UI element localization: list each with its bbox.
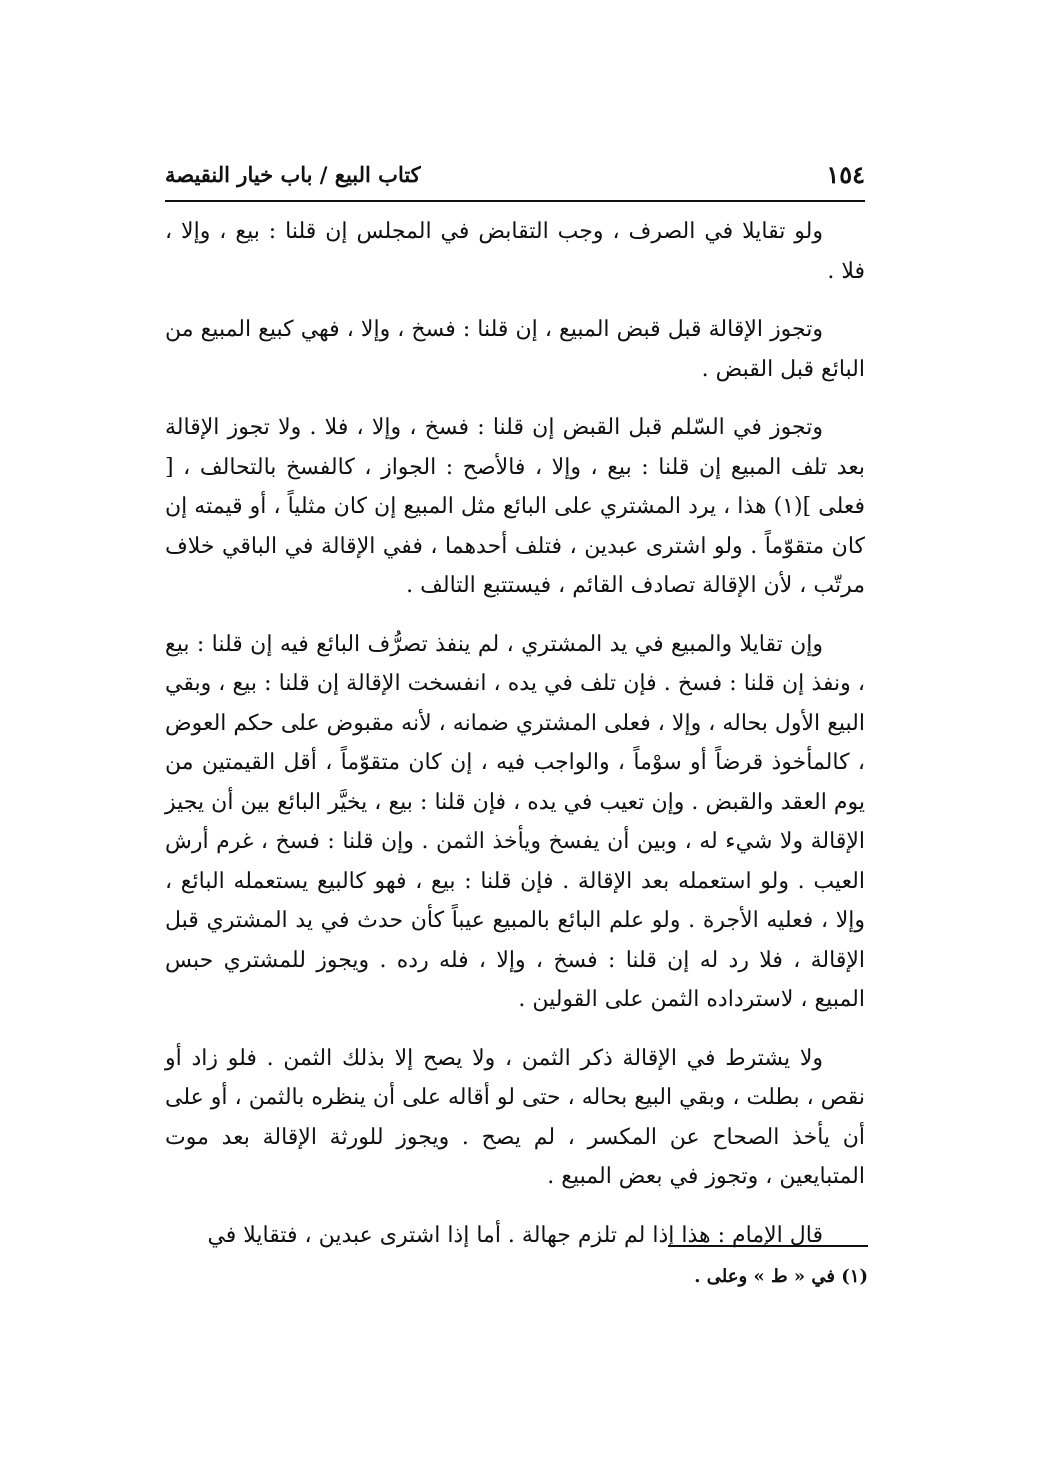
header-divider	[165, 200, 865, 202]
paragraph: وتجوز في السّلم قبل القبض إن قلنا : فسخ ، وإلا ، فلا . ولا تجوز الإقالة بعد تلف المبيع إن قلنا : بيع ، وإلا ، فالأصح : الجواز ، كالفسخ بالتحالف ، [ فعلى ](١) هذا ، يرد المشتري على البائع مثل المبيع إن كان مثلياً ، أو قيمته إن كان متقوّماً . ولو اشترى عبدين ، فتلف أحدهما ، ففي الإقالة في الباقي خلاف مرتّب ، لأن الإقالة تصادف القائم ، فيستتبع التالف .	[165, 415, 865, 598]
paragraph: وتجوز الإقالة قبل قبض المبيع ، إن قلنا : فسخ ، وإلا ، فهي كبيع المبيع من البائع قبل القبض .	[165, 317, 865, 382]
paragraph: قال الإمام : هذا إذا لم تلزم جهالة . أما إذا اشترى عبدين ، فتقايلا في	[207, 1222, 823, 1248]
paragraph: وإن تقايلا والمبيع في يد المشتري ، لم ينفذ تصرُّف البائع فيه إن قلنا : بيع ، ونفذ إن قلنا : فسخ . فإن تلف في يده ، انفسخت الإقالة إن قلنا : بيع ، وبقي البيع الأول بحاله ، وإلا ، فعلى المشتري ضمانه ، لأنه مقبوض على حكم العوض ، كالمأخوذ قرضاً أو سوْماً ، والواجب فيه ، إن كان متقوّماً ، أقل القيمتين من يوم العقد والقبض . وإن تعيب في يده ، فإن قلنا : بيع ، يخيَّر البائع بين أن يجيز الإقالة ولا شيء له ، وبين أن يفسخ ويأخذ الثمن . وإن قلنا : فسخ ، غرم أرش العيب . ولو استعمله بعد الإقالة . فإن قلنا : بيع ، فهو كالبيع يستعمله البائع ، وإلا ، فعليه الأجرة . ولو علم البائع بالمبيع عيباً كأن حدث في يد المشتري قبل الإقالة ، فلا رد له إن قلنا : فسخ ، وإلا ، فله رده . ويجوز للمشتري حبس المبيع ، لاسترداده الثمن على القولين .	[165, 631, 865, 1012]
paragraph: ولا يشترط في الإقالة ذكر الثمن ، ولا يصح إلا بذلك الثمن . فلو زاد أو نقص ، بطلت ، وبقي البيع بحاله ، حتى لو أقاله على أن ينظره بالثمن ، أو على أن يأخذ الصحاح عن المكسر ، لم يصح . ويجوز للورثة الإقالة بعد موت المتبايعين ، وتجوز في بعض المبيع .	[165, 1045, 865, 1189]
footnote: (١) في « ط » وعلى .	[694, 1266, 868, 1287]
page-header	[165, 158, 865, 198]
body-text	[165, 212, 865, 1274]
paragraph: ولو تقايلا في الصرف ، وجب التقابض في المجلس إن قلنا : بيع ، وإلا ، فلا .	[165, 219, 865, 284]
footnote-divider	[668, 1245, 868, 1247]
running-head: كتاب البيع / باب خيار النقيصة	[165, 162, 421, 187]
page-number: ١٥٤	[826, 160, 865, 189]
